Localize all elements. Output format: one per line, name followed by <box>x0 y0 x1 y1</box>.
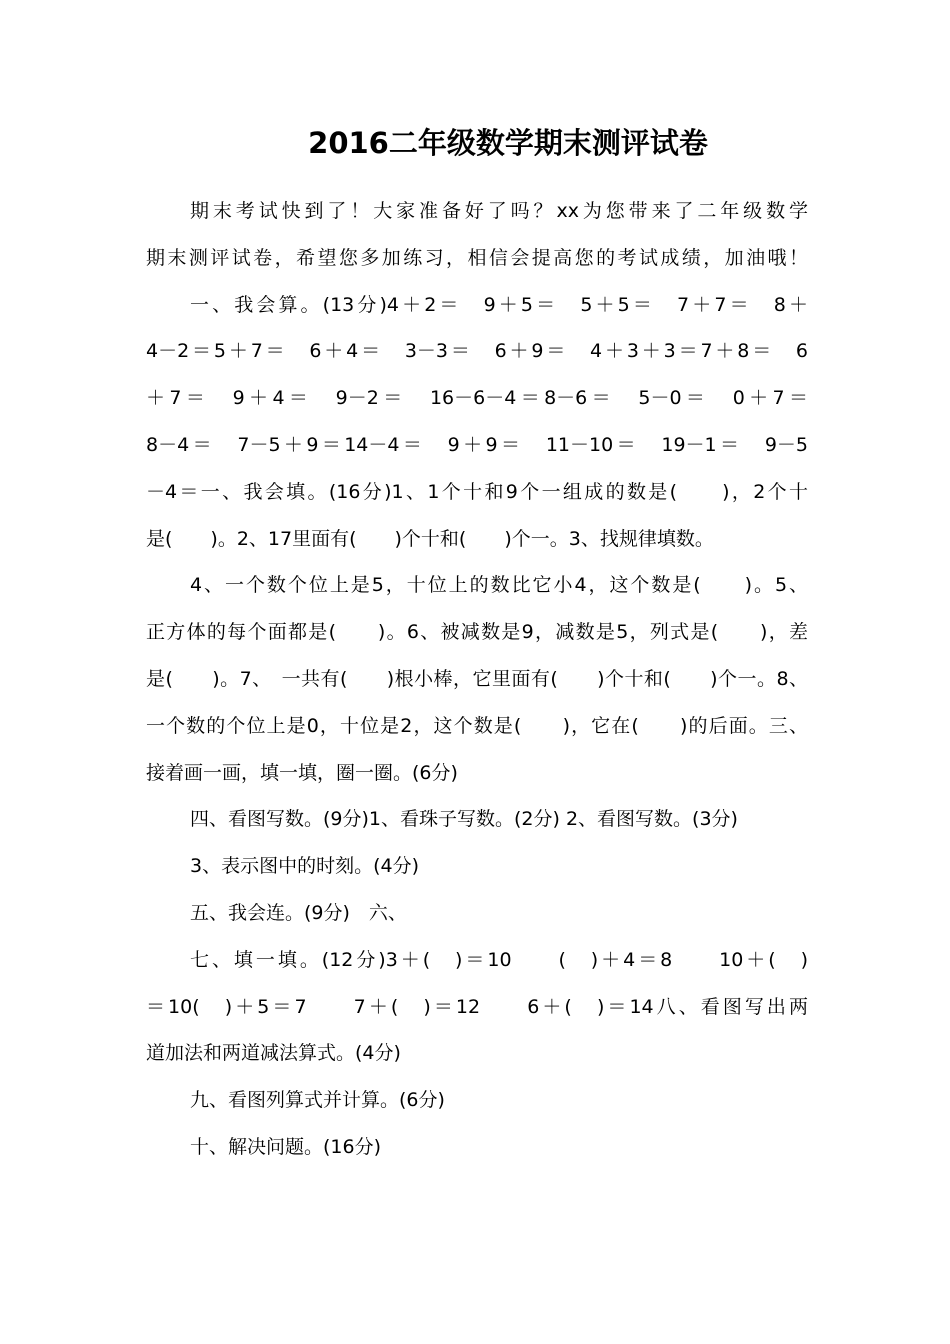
document-body <box>146 188 808 1171</box>
paragraph-line: 期末测评试卷，希望您多加练习，相信会提高您的考试成绩，加油哦！ <box>146 246 808 269</box>
paragraph-line: 3、表示图中的时刻。(4分) <box>190 855 420 878</box>
paragraph-line: 正方体的每个面都是( )。6、被减数是9，减数是5，列式是( )，差 <box>146 621 808 644</box>
paragraph-line: 8－4＝ 7－5＋9＝14－4＝ 9＋9＝ 11－10＝ 19－1＝ 9－5 <box>146 433 808 456</box>
paragraph-line: 四、看图写数。(9分)1、看珠子写数。(2分) 2、看图写数。(3分) <box>190 808 738 831</box>
paragraph-line: 4、一个数个位上是5，十位上的数比它小4，这个数是( )。5、 <box>190 574 808 597</box>
paragraph-line: 一个数的个位上是0，十位是2，这个数是( )，它在( )的后面。三、 <box>146 714 808 737</box>
paragraph-line: 4－2＝5＋7＝ 6＋4＝ 3－3＝ 6＋9＝ 4＋3＋3＝7＋8＝ 6 <box>146 340 808 363</box>
paragraph-line: ＝10( )＋5＝7 7＋( )＝12 6＋( )＝14八、看图写出两 <box>146 995 808 1018</box>
paragraph-line: 是( )。7、 一共有( )根小棒，它里面有( )个十和( )个一。8、 <box>146 667 808 690</box>
paragraph-line: 九、看图列算式并计算。(6分) <box>190 1089 445 1112</box>
paragraph-line: 接着画一画，填一填，圈一圈。(6分) <box>146 761 458 784</box>
paragraph-line: 期末考试快到了！大家准备好了吗？xx为您带来了二年级数学 <box>190 200 808 222</box>
paragraph-line: 是( )。2、17里面有( )个十和( )个一。3、找规律填数。 <box>146 527 714 550</box>
paragraph-line: 五、我会连。(9分) 六、 <box>190 901 407 924</box>
document-title: 2016二年级数学期末测评试卷 <box>308 126 708 160</box>
paragraph-line: ＋7＝ 9＋4＝ 9－2＝ 16－6－4＝8－6＝ 5－0＝ 0＋7＝ <box>146 387 808 410</box>
paragraph-line: 道加法和两道减法算式。(4分) <box>146 1042 401 1065</box>
paragraph-line: 七、填一填。(12分)3＋( )＝10 ( )＋4＝8 10＋( ) <box>190 948 808 971</box>
paragraph-line: 一、我会算。(13分)4＋2＝ 9＋5＝ 5＋5＝ 7＋7＝ 8＋ <box>190 293 808 316</box>
paragraph-line: 十、解决问题。(16分) <box>190 1135 382 1158</box>
paragraph-line: －4＝一、我会填。(16分)1、1个十和9个一组成的数是( )，2个十 <box>146 480 808 503</box>
